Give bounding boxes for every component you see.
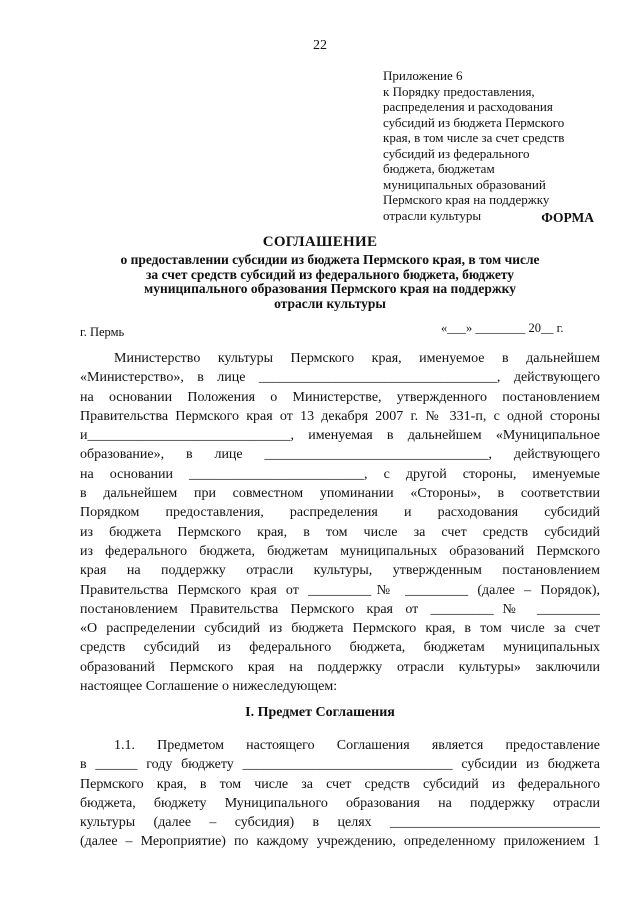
- appendix-line: Пермского края на поддержку: [383, 192, 550, 207]
- appendix-block: [383, 68, 623, 223]
- text-line: Правительства Пермского края от _________№ _________ (далее – Порядок),: [80, 582, 600, 598]
- text-line: из федерального бюджета, бюджетам муниципальных образований Пермского: [80, 543, 600, 559]
- text-line: Министерство культуры Пермского края, именуемое в дальнейшем: [114, 351, 600, 366]
- text-line: на основании Положения о Министерстве, утвержденного постановлением: [80, 389, 600, 405]
- text-line: «О распределении субсидий из бюджета Пермского края, в том числе за счет: [80, 621, 600, 637]
- text-line: из бюджета Пермского края, в том числе за счет средств субсидий: [80, 524, 600, 540]
- subtitle-line: за счет средств субсидий из федерального бюджета, бюджету: [145, 266, 515, 282]
- text-line: края на поддержку отрасли культуры, утвержденным постановлением: [80, 563, 600, 579]
- section-heading: I. Предмет Соглашения: [245, 705, 395, 720]
- appendix-line: муниципальных образований: [383, 176, 546, 192]
- appendix-line: субсидий из федерального: [383, 145, 530, 161]
- text-line: (далее – Мероприятие) по каждому учреждению, определенному приложением 1: [80, 834, 600, 850]
- text-line: средств субсидий из федерального бюджета, бюджетам муниципальных: [80, 640, 600, 656]
- appendix-line: Приложение 6: [383, 68, 463, 83]
- text-line: на основании _________________________, с другой стороны, именуемые: [80, 466, 600, 482]
- intro-paragraph: [80, 349, 600, 696]
- subtitle-line: о предоставлении субсидии из бюджета Пермского края, в том числе: [120, 252, 540, 267]
- appendix-line: края, в том числе за счет средств: [383, 130, 565, 145]
- date-field: «___» ________ 20__ г.: [441, 321, 564, 335]
- appendix-line: отрасли культуры: [383, 207, 482, 223]
- text-line: культуры (далее – субсидия) в целях ______________________________: [80, 815, 600, 831]
- city: г. Пермь: [80, 325, 125, 339]
- appendix-line: бюджета, бюджетам: [383, 161, 495, 176]
- document-title: СОГЛАШЕНИЕ: [262, 234, 378, 250]
- appendix-line: субсидий из бюджета Пермского: [383, 114, 565, 130]
- text-line: Порядком предоставления, распределения и расходования субсидий: [80, 505, 600, 521]
- text-line: в дальнейшем при совместном упоминании «Стороны», в соответствии: [80, 486, 600, 502]
- clause-paragraph: [80, 736, 600, 852]
- text-line: образований Пермского края на поддержку отрасли культуры» заключили: [80, 659, 600, 675]
- appendix-line: распределения и расходования: [383, 99, 553, 114]
- text-line: постановлением Правительства Пермского края от _________№ _________: [80, 601, 600, 617]
- text-line: и_____________________________, именуемая в дальнейшем «Муниципальное: [80, 428, 600, 444]
- text-line: «Министерство», в лице __________________________________, действующего: [80, 370, 600, 386]
- text-line: бюджета, бюджету Муниципального образования на поддержку отрасли: [80, 795, 600, 811]
- text-line: 1.1. Предметом настоящего Соглашения является предоставление: [114, 738, 600, 753]
- text-line: Пермского края, в том числе за счет средств субсидий из федерального: [80, 776, 600, 792]
- page-number: 22: [313, 38, 327, 53]
- document-subtitle: [90, 253, 570, 311]
- text-line: в ______ году бюджету ______________________________ субсидии из бюджета: [80, 757, 600, 773]
- text-line: образование», в лице ________________________________, действующего: [80, 447, 600, 463]
- appendix-line: к Порядку предоставления,: [383, 83, 535, 99]
- subtitle-line: отрасли культуры: [274, 295, 386, 311]
- subtitle-line: муниципального образования Пермского края на поддержку: [144, 281, 516, 296]
- text-line: настоящее Соглашение о нижеследующем:: [80, 679, 338, 695]
- text-line: Правительства Пермского края от 13 декабря 2007 г. № 331-п, с одной стороны: [80, 408, 600, 424]
- form-label: ФОРМА: [541, 210, 594, 225]
